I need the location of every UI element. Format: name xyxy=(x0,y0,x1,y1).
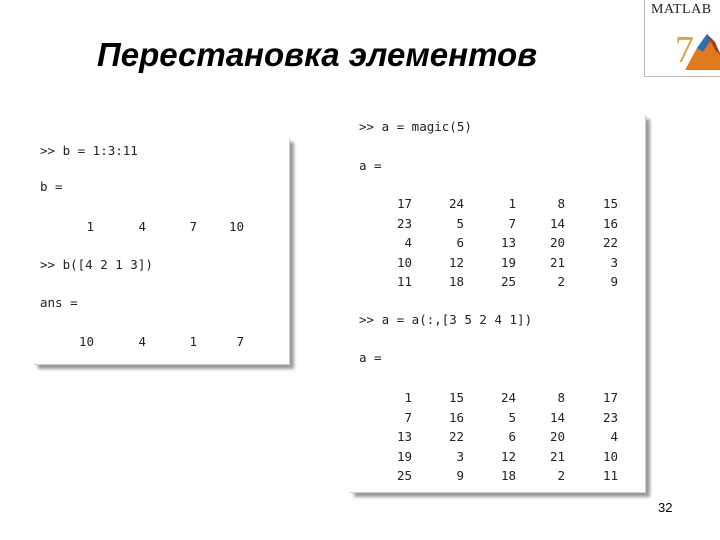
command-line: >> b([4 2 1 3]) xyxy=(40,257,153,272)
matrix-cell: 7 xyxy=(404,409,412,425)
command-window-left xyxy=(34,138,290,365)
matrix-cell: 12 xyxy=(500,448,516,464)
vector-value: 1 xyxy=(86,219,94,234)
matrix-cell: 3 xyxy=(610,254,618,270)
matrix-cell: 20 xyxy=(549,235,565,250)
logo-text: MATLAB xyxy=(651,2,712,17)
matrix-cell: 4 xyxy=(404,235,412,250)
matrix-cell: 15 xyxy=(602,196,618,211)
matrix-cell: 3 xyxy=(456,448,464,464)
matrix-cell: 2 xyxy=(557,468,565,483)
matlab-logo xyxy=(644,0,720,77)
output-label: a = xyxy=(359,350,382,365)
page-number: 32 xyxy=(658,500,673,515)
matrix-cell: 6 xyxy=(456,235,464,250)
matrix-cell: 9 xyxy=(610,274,618,289)
matrix-cell: 21 xyxy=(549,254,565,270)
slide-title: Перестановка элементов xyxy=(97,36,538,73)
matrix-cell: 22 xyxy=(448,429,464,444)
matrix-cell: 11 xyxy=(396,274,412,289)
matrix-cell: 18 xyxy=(448,274,464,289)
vector-value: 10 xyxy=(78,334,94,349)
matrix-cell: 14 xyxy=(549,409,565,425)
matrix-cell: 9 xyxy=(456,468,464,483)
matlab-membrane-icon xyxy=(645,0,720,76)
matrix-cell: 16 xyxy=(448,409,464,425)
matrix-cell: 20 xyxy=(549,429,565,444)
output-label: ans = xyxy=(40,295,78,310)
matrix-cell: 16 xyxy=(602,215,618,231)
matrix-cell: 17 xyxy=(396,196,412,211)
vector-value: 4 xyxy=(138,334,146,349)
command-window-right xyxy=(350,115,646,493)
matrix-cell: 24 xyxy=(448,196,464,211)
matrix-cell: 19 xyxy=(500,254,516,270)
matrix-cell: 12 xyxy=(448,254,464,270)
matrix-cell: 1 xyxy=(508,196,516,211)
vector-value: 7 xyxy=(189,219,197,234)
vector-value: 10 xyxy=(228,219,244,234)
matrix-cell: 13 xyxy=(396,429,412,444)
matrix-cell: 18 xyxy=(500,468,516,483)
command-line: >> a = magic(5) xyxy=(359,119,472,134)
matrix-cell: 23 xyxy=(602,409,618,425)
matrix-cell: 23 xyxy=(396,215,412,231)
matrix-cell: 7 xyxy=(508,215,516,231)
matrix-cell: 25 xyxy=(396,468,412,483)
matrix-cell: 8 xyxy=(557,196,565,211)
matrix-cell: 24 xyxy=(500,390,516,405)
command-line: >> b = 1:3:11 xyxy=(40,143,138,158)
matrix-cell: 25 xyxy=(500,274,516,289)
matrix-cell: 19 xyxy=(396,448,412,464)
output-label: a = xyxy=(359,158,382,173)
matrix-cell: 10 xyxy=(602,448,618,464)
matrix-cell: 2 xyxy=(557,274,565,289)
svg-text:7: 7 xyxy=(675,29,694,71)
matrix-cell: 15 xyxy=(448,390,464,405)
matrix-cell: 22 xyxy=(602,235,618,250)
matrix-cell: 17 xyxy=(602,390,618,405)
matrix-cell: 21 xyxy=(549,448,565,464)
matrix-cell: 1 xyxy=(404,390,412,405)
matrix-cell: 5 xyxy=(508,409,516,425)
vector-value: 4 xyxy=(138,219,146,234)
command-line: >> a = a(:,[3 5 2 4 1]) xyxy=(359,312,533,327)
matrix-cell: 8 xyxy=(557,390,565,405)
matrix-cell: 5 xyxy=(456,215,464,231)
vector-value: 1 xyxy=(189,334,197,349)
matrix-cell: 4 xyxy=(610,429,618,444)
matrix-cell: 11 xyxy=(602,468,618,483)
vector-value: 7 xyxy=(236,334,244,349)
matrix-cell: 10 xyxy=(396,254,412,270)
matrix-cell: 14 xyxy=(549,215,565,231)
output-label: b = xyxy=(40,179,63,194)
matrix-cell: 13 xyxy=(500,235,516,250)
matrix-cell: 6 xyxy=(508,429,516,444)
